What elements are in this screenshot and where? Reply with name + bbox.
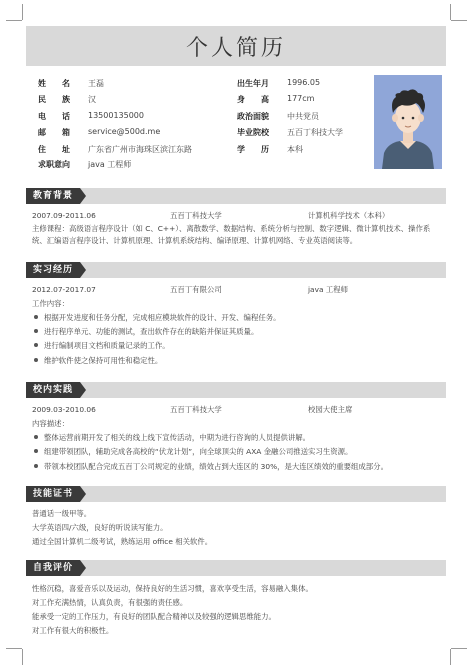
self-eval-line: 能承受一定的工作压力，有良好的团队配合精神以及较强的逻辑思维能力。 <box>32 612 276 621</box>
internship-item: 根据开发进度和任务分配，完成相应模块软件的设计、开发、编程任务。 <box>34 312 281 323</box>
bullet-dot-icon <box>34 343 38 347</box>
info-value-address: 广东省广州市海珠区滨江东路 <box>88 145 192 154</box>
section-education <box>26 188 446 204</box>
bullet-dot-icon <box>34 464 38 468</box>
skill-line: 通过全国计算机二级考试，熟练运用 office 相关软件。 <box>32 537 213 546</box>
section-skills <box>26 486 446 502</box>
section-internship-heading: 实习经历 <box>26 262 80 278</box>
bullet-dot-icon <box>34 329 38 333</box>
self-eval-line: 性格沉稳，喜爱音乐以及运动，保持良好的生活习惯，喜欢享受生活，容易融入集体。 <box>32 584 313 593</box>
info-label-political: 政治面貌 <box>237 112 269 121</box>
internship-date: 2012.07-2017.07 <box>32 285 96 294</box>
info-value-birth: 1996.05 <box>287 78 321 87</box>
internship-item: 进行编制项目文档和质量记录的工作。 <box>34 340 170 351</box>
info-value-objective: java 工程师 <box>88 160 132 169</box>
crop-mark-bottom-left-v <box>22 649 23 665</box>
education-school: 五百丁科技大学 <box>170 211 222 220</box>
internship-item: 维护软件使之保持可用性和稳定性。 <box>34 355 162 366</box>
crop-mark-top-left-h <box>6 20 22 21</box>
campus-item: 带领本校团队配合完成五百丁公司规定的业绩，绩效占到大连区的 30%，是大连区绩效的重要组成部分。 <box>34 461 388 472</box>
internship-position: java 工程师 <box>308 285 349 294</box>
crop-mark-top-right-v <box>450 4 451 20</box>
internship-entry <box>32 284 442 295</box>
internship-content-label: 工作内容： <box>32 299 69 308</box>
campus-item: 组建带领团队，辅助完成各高校的“伏龙计划”，向全球顶尖的 AXA 金融公司推送实习生资源。 <box>34 446 352 457</box>
section-internship <box>26 262 446 278</box>
campus-date: 2009.03-2010.06 <box>32 405 96 414</box>
education-date: 2007.09-2011.06 <box>32 211 96 220</box>
info-value-school: 五百丁科技大学 <box>287 128 343 137</box>
info-value-height: 177cm <box>287 94 315 103</box>
info-value-political: 中共党员 <box>287 112 319 121</box>
info-label-school: 毕业院校 <box>237 128 269 137</box>
info-label-name: 姓 名 <box>38 79 70 88</box>
person-avatar-icon <box>374 75 442 169</box>
self-eval-line: 对工作充满热情，认真负责，有很强的责任感。 <box>32 598 188 607</box>
skill-line: 大学英语四/六级，良好的听说读写能力。 <box>32 523 168 532</box>
education-entry <box>32 210 442 221</box>
info-label-degree: 学 历 <box>237 145 269 154</box>
info-value-ethnicity: 汉 <box>88 95 96 104</box>
internship-item: 进行程序单元、功能的测试，查出软件存在的缺陷并保证其质量。 <box>34 326 258 337</box>
avatar <box>374 75 442 169</box>
info-label-ethnicity: 民 族 <box>38 95 70 104</box>
crop-mark-top-right-h <box>451 20 467 21</box>
info-value-name: 王磊 <box>88 79 104 88</box>
campus-entry <box>32 404 442 415</box>
info-label-email: 邮 箱 <box>38 128 70 137</box>
crop-mark-bottom-left-h <box>6 648 22 649</box>
campus-school: 五百丁科技大学 <box>170 405 222 414</box>
crop-mark-bottom-right-h <box>451 648 467 649</box>
skill-line: 普通话一级甲等。 <box>32 509 92 518</box>
bullet-dot-icon <box>34 315 38 319</box>
info-label-objective: 求职意向 <box>38 160 70 169</box>
section-skills-heading: 技能证书 <box>26 486 80 502</box>
crop-mark-bottom-right-v <box>450 649 451 665</box>
info-label-birth: 出生年月 <box>237 79 269 88</box>
info-value-degree: 本科 <box>287 145 303 154</box>
info-label-phone: 电 话 <box>38 112 70 121</box>
campus-item: 整体运营前期开发了相关的线上线下宣传活动，中期为进行咨询的人员提供讲解。 <box>34 432 310 443</box>
education-courses: 主修课程：高级语言程序设计（如 C、C++）、离散数学、数据结构、系统分析与控制、数字逻辑、微计算机技术、操作系统、汇编语言程序设计、计算机原理、计算机系统结构、编译原理、计算机网络、专业英语阅读等。 <box>32 224 431 245</box>
education-major: 计算机科学技术（本科） <box>308 211 390 220</box>
bullet-dot-icon <box>34 435 38 439</box>
campus-content-label: 内容描述： <box>32 419 69 428</box>
section-education-heading: 教育背景 <box>26 188 80 204</box>
page-title-bar <box>26 26 446 66</box>
info-value-phone: 13500135000 <box>88 111 144 120</box>
campus-role: 校园大使主席 <box>308 405 353 414</box>
bullet-dot-icon <box>34 449 38 453</box>
info-label-address: 住 址 <box>38 145 70 154</box>
info-label-height: 身 高 <box>237 95 269 104</box>
crop-mark-top-left-v <box>22 4 23 20</box>
bullet-dot-icon <box>34 358 38 362</box>
section-campus <box>26 382 446 398</box>
page-title: 个人简历 <box>185 35 286 61</box>
section-self-eval <box>26 560 446 576</box>
self-eval-line: 对工作有很大的积极性。 <box>32 626 114 635</box>
internship-company: 五百丁有限公司 <box>170 285 222 294</box>
section-campus-heading: 校内实践 <box>26 382 80 398</box>
section-self-eval-heading: 自我评价 <box>26 560 80 576</box>
info-value-email: service@500d.me <box>88 127 161 136</box>
